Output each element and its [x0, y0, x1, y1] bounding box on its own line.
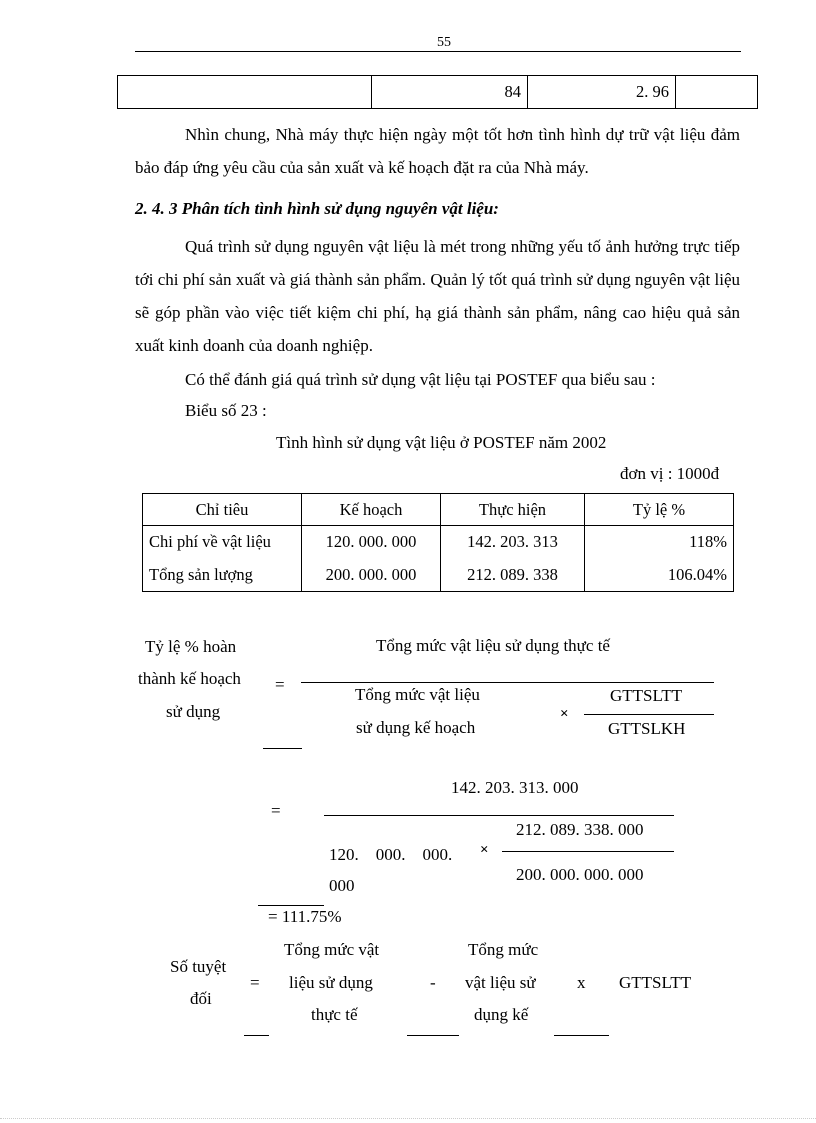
table-row — [143, 526, 734, 559]
formula1-numerator: Tổng mức vật liệu sử dụng thực tế — [376, 636, 610, 655]
table-header-row — [143, 494, 734, 526]
formula2-ratio-bar — [502, 851, 674, 852]
formula3-term2-line: vật liệu sử — [465, 973, 536, 992]
table-cell: 118% — [585, 526, 734, 559]
formula3-term3: GTTSLTT — [619, 973, 692, 992]
formula2-fraction-bar — [324, 815, 674, 816]
paragraph: Có thể đánh giá quá trình sử dụng vật liệu tại POSTEF qua biểu sau : — [185, 370, 656, 389]
formula1-ratio-denominator: GTTSLKH — [608, 719, 686, 738]
formula3-underline — [244, 1035, 269, 1036]
table-cell: 200. 000. 000 — [302, 559, 441, 592]
formula3-equals: = — [250, 973, 260, 992]
formula1-underline — [263, 748, 302, 749]
formula2-ratio-denominator: 200. 000. 000. 000 — [516, 865, 644, 884]
top-table-cell — [676, 76, 758, 109]
formula1-denominator-line: Tổng mức vật liệu — [355, 685, 480, 704]
formula2-denominator-line: 000 — [329, 876, 355, 895]
table-cell: 212. 089. 338 — [441, 559, 585, 592]
paragraph: Quá trình sử dụng nguyên vật liệu là mét trong những yếu tố ảnh hưởng trực tiếp tới chi phí sản xuất và giá thành sản phẩm. Quản lý tốt quá trình sử dụng nguyên vật liệu sẽ góp phần vào việc tiết kiệm chi phí, hạ giá thành sản phẩm, nâng cao hiệu quả sản xuất kinh doanh của doanh nghiệp. — [135, 237, 740, 355]
formula1-ratio-bar — [584, 714, 714, 715]
multiply-symbol: x — [577, 973, 586, 992]
top-table-cell: 84 — [372, 76, 528, 109]
column-header: Chỉ tiêu — [143, 494, 302, 526]
formula2-ratio-numerator: 212. 089. 338. 000 — [516, 820, 644, 839]
formula3-term1-line: Tổng mức vật — [284, 940, 380, 959]
top-table-cell: 2. 96 — [528, 76, 676, 109]
formula3-term2-line: Tổng mức — [468, 940, 539, 959]
section-heading: 2. 4. 3 Phân tích tình hình sử dụng nguyên vật liệu: — [135, 199, 499, 218]
formula3-label-line: đối — [190, 989, 212, 1008]
minus-symbol: - — [430, 973, 436, 992]
page-bottom-dotted-line — [0, 1118, 816, 1119]
formula2-result: = 111.75% — [268, 907, 342, 926]
usage-table — [142, 493, 734, 592]
formula1-ratio-numerator: GTTSLTT — [610, 686, 683, 705]
formula1-denominator-line: sử dụng kế hoạch — [356, 718, 476, 737]
table-cell: Tổng sản lượng — [143, 559, 302, 592]
column-header: Tỷ lệ % — [585, 494, 734, 526]
page-number: 55 — [437, 35, 451, 50]
header-rule — [135, 51, 741, 52]
formula1-equals: = — [275, 675, 285, 694]
table-unit: đơn vị : 1000đ — [620, 464, 720, 483]
formula2-equals: = — [271, 801, 281, 820]
table-row — [143, 559, 734, 592]
column-header: Thực hiện — [441, 494, 585, 526]
formula3-underline — [554, 1035, 609, 1036]
times-symbol: × — [560, 706, 569, 722]
column-header: Kế hoạch — [302, 494, 441, 526]
formula3-term1-line: liệu sử dụng — [289, 973, 373, 992]
times-symbol: × — [480, 842, 489, 858]
table-cell: 120. 000. 000 — [302, 526, 441, 559]
formula3-term1-line: thực tế — [311, 1005, 358, 1024]
formula3-underline — [407, 1035, 459, 1036]
formula2-denominator-line: 120. 000. 000. — [329, 845, 453, 864]
paragraph: Biểu số 23 : — [185, 401, 267, 420]
table-cell: 142. 203. 313 — [441, 526, 585, 559]
table-title: Tình hình sử dụng vật liệu ở POSTEF năm 2002 — [276, 433, 607, 452]
formula1-label-line: sử dụng — [166, 702, 221, 721]
table-row — [118, 76, 758, 109]
top-table — [117, 75, 758, 109]
table-cell: Chi phí về vật liệu — [143, 526, 302, 559]
formula1-fraction-bar — [301, 682, 714, 683]
paragraph: Nhìn chung, Nhà máy thực hiện ngày một tốt hơn tình hình dự trữ vật liệu đảm bảo đáp ứng yêu cầu của sản xuất và kế hoạch đặt ra của Nhà máy. — [135, 125, 740, 177]
formula3-label-line: Số tuyệt — [170, 957, 227, 976]
table-cell: 106.04% — [585, 559, 734, 592]
formula1-label-line: Tỷ lệ % hoàn — [145, 637, 237, 656]
formula2-underline — [258, 905, 324, 906]
formula1-label-line: thành kế hoạch — [138, 669, 241, 688]
top-table-cell — [118, 76, 372, 109]
formula2-numerator: 142. 203. 313. 000 — [451, 778, 579, 797]
formula3-term2-line: dụng kế — [474, 1005, 529, 1024]
